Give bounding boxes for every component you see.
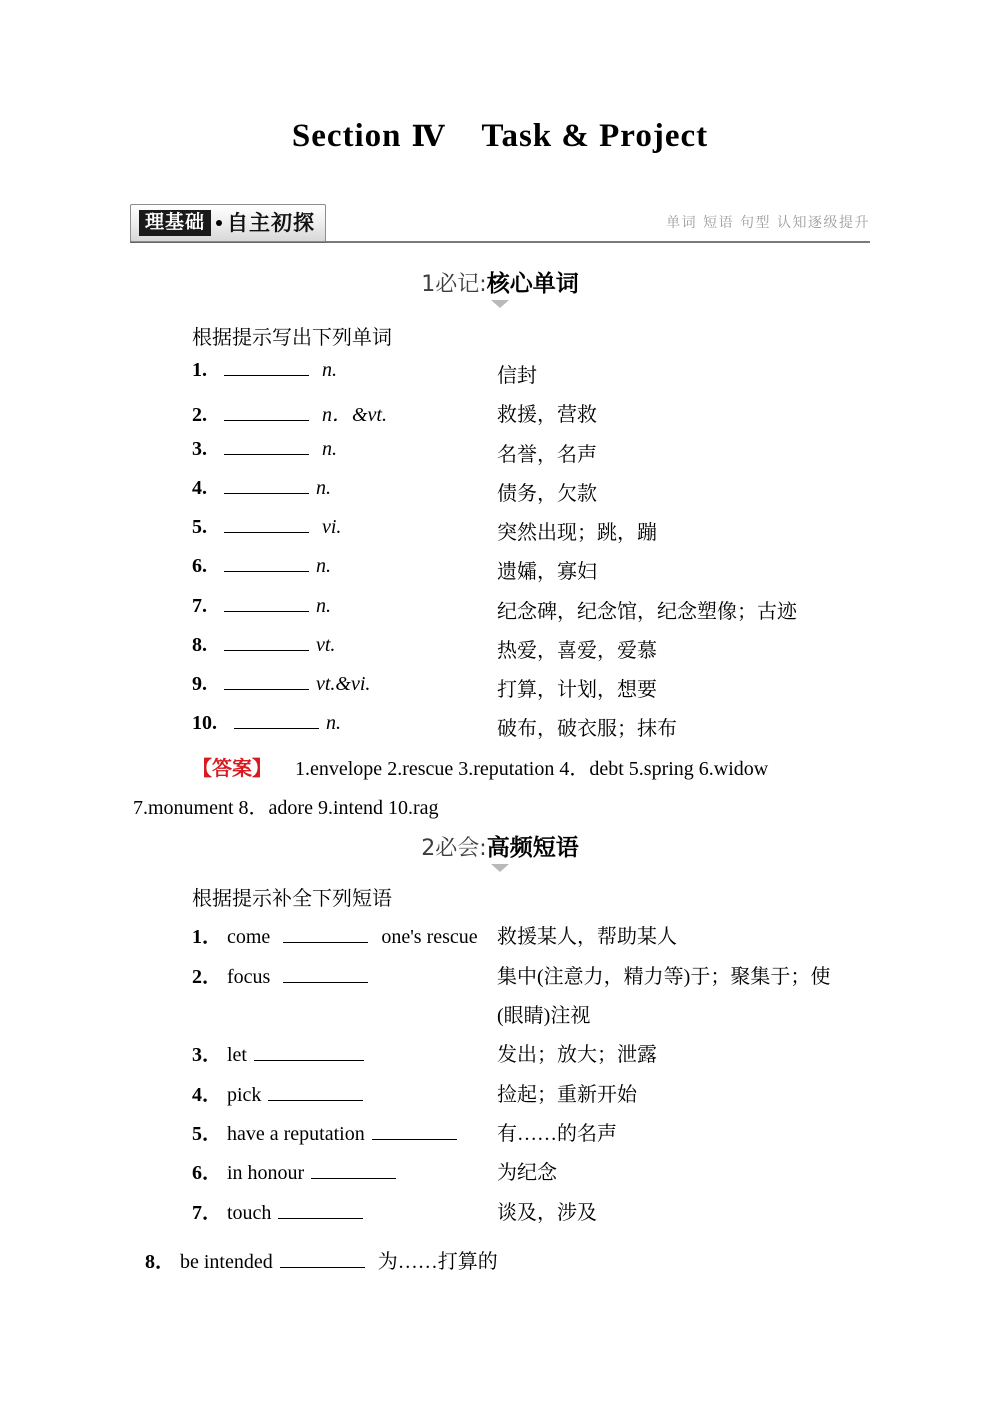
section-2-instruction: 根据提示补全下列短语 — [192, 888, 392, 910]
phrase-7-blank[interactable] — [278, 1203, 363, 1219]
word-2-pos: n．&vt. — [322, 404, 387, 426]
word-4-blank[interactable] — [224, 478, 309, 494]
phrase-row-2 — [192, 960, 376, 989]
phrase-7-pre: touch — [227, 1202, 272, 1224]
phrase-1-number: 1． — [192, 926, 222, 948]
phrase-8-number: 8． — [145, 1251, 175, 1273]
word-2-number: 2. — [192, 404, 207, 426]
word-7-blank[interactable] — [224, 596, 309, 612]
banner-tag: 理基础 — [139, 210, 211, 236]
word-2-blank[interactable] — [224, 405, 309, 421]
word-row-1 — [192, 359, 337, 382]
phrase-3-number: 3． — [192, 1044, 222, 1066]
phrase-6-pre: in honour — [227, 1162, 305, 1184]
phrase-3-pre: let — [227, 1044, 247, 1066]
word-6-blank[interactable] — [224, 556, 309, 572]
phrase-8-meaning: 为……打算的 — [377, 1251, 498, 1273]
phrase-row-3 — [192, 1038, 364, 1067]
word-1-pos: n. — [322, 359, 337, 381]
word-row-6 — [192, 555, 331, 578]
word-1-meaning: 信封 — [497, 365, 537, 387]
banner-subtitle: 自主初探 — [227, 210, 316, 235]
answer-key-line-2: 7.monument 8．adore 9.intend 10.rag — [133, 797, 439, 819]
word-row-7 — [192, 595, 331, 618]
word-4-meaning: 债务，欠款 — [497, 483, 597, 505]
word-6-meaning: 遗孀，寡妇 — [497, 561, 597, 583]
word-5-pos: vi. — [322, 516, 342, 538]
phrase-4-meaning: 捡起；重新开始 — [497, 1084, 637, 1106]
phrase-row-6 — [192, 1156, 396, 1185]
phrase-row-7 — [192, 1196, 363, 1225]
phrase-7-meaning: 谈及，涉及 — [497, 1202, 597, 1224]
page-title — [0, 118, 1000, 155]
phrase-5-number: 5． — [192, 1123, 222, 1145]
word-3-meaning: 名誉，名声 — [497, 444, 597, 466]
word-row-5 — [192, 516, 341, 539]
word-3-blank[interactable] — [224, 439, 309, 455]
phrase-6-meaning: 为纪念 — [497, 1162, 557, 1184]
word-9-meaning: 打算，计划，想要 — [497, 679, 657, 701]
subsection-1-index: 1必记: — [421, 272, 487, 297]
phrase-8-blank[interactable] — [280, 1252, 365, 1268]
triangle-down-icon — [491, 300, 509, 308]
page-title-lead: Section — [291, 118, 402, 154]
word-row-4 — [192, 477, 331, 500]
word-3-pos: n. — [322, 438, 337, 460]
phrase-row-4 — [192, 1078, 363, 1107]
banner-box — [130, 204, 326, 242]
word-9-blank[interactable] — [224, 674, 309, 690]
phrase-3-meaning: 发出；放大；泄露 — [497, 1044, 657, 1066]
word-row-2 — [192, 398, 387, 427]
answer-key-text-1: 1.envelope 2.rescue 3.reputation 4．debt 5.spring 6.widow — [295, 758, 769, 780]
banner-dot-icon — [216, 220, 222, 226]
word-4-pos: n. — [316, 477, 331, 499]
word-8-blank[interactable] — [224, 635, 309, 651]
word-row-3 — [192, 438, 337, 461]
word-5-blank[interactable] — [224, 517, 309, 533]
section-banner — [130, 204, 870, 244]
word-row-10 — [192, 712, 341, 735]
word-8-number: 8. — [192, 634, 207, 656]
phrase-2-blank[interactable] — [283, 967, 368, 983]
phrase-2-meaning: 集中(注意力，精力等)于；聚集于；使 — [497, 966, 831, 988]
word-10-pos: n. — [326, 712, 341, 734]
subsection-heading-1 — [0, 265, 1000, 308]
answer-key-label: 【答案】 — [192, 758, 272, 780]
subsection-1-label: 核心单词 — [486, 271, 579, 297]
phrase-4-number: 4． — [192, 1084, 222, 1106]
phrase-1-post: one's rescue — [381, 926, 478, 948]
phrase-row-8 — [145, 1245, 498, 1274]
page-title-rest: Task & Project — [481, 118, 709, 154]
phrase-row-5 — [192, 1117, 457, 1146]
word-5-meaning: 突然出现；跳，蹦 — [497, 522, 657, 544]
word-9-number: 9. — [192, 673, 207, 695]
answer-key-line-1 — [192, 752, 768, 781]
page-title-number: Ⅳ — [411, 121, 446, 153]
phrase-5-blank[interactable] — [372, 1124, 457, 1140]
word-6-pos: n. — [316, 555, 331, 577]
word-5-number: 5. — [192, 516, 207, 538]
phrase-7-number: 7． — [192, 1202, 222, 1224]
word-10-number: 10. — [192, 712, 217, 734]
triangle-down-icon-2 — [491, 864, 509, 872]
section-1-instruction: 根据提示写出下列单词 — [192, 327, 392, 349]
word-9-pos: vt.&vi. — [316, 673, 371, 695]
phrase-1-blank[interactable] — [283, 927, 368, 943]
word-10-meaning: 破布，破衣服；抹布 — [497, 718, 677, 740]
word-row-8 — [192, 634, 335, 657]
subsection-heading-2 — [0, 829, 1000, 872]
phrase-2-pre: focus — [227, 966, 271, 988]
subsection-2-index: 2必会: — [421, 836, 487, 861]
phrase-8-pre: be intended — [180, 1251, 273, 1273]
phrase-5-pre: have a reputation — [227, 1123, 365, 1145]
phrase-1-pre: come — [227, 926, 271, 948]
word-4-number: 4. — [192, 477, 207, 499]
phrase-6-blank[interactable] — [311, 1163, 396, 1179]
word-7-number: 7. — [192, 595, 207, 617]
phrase-row-1 — [192, 920, 478, 949]
phrase-4-blank[interactable] — [268, 1085, 363, 1101]
phrase-2-meaning-cont: (眼睛)注视 — [497, 1005, 591, 1027]
phrase-4-pre: pick — [227, 1084, 262, 1106]
phrase-3-blank[interactable] — [254, 1045, 364, 1061]
subsection-2-label: 高频短语 — [486, 835, 579, 861]
word-1-blank[interactable] — [224, 360, 309, 376]
banner-note: 单词 短语 句型 认知逐级提升 — [666, 215, 870, 231]
word-3-number: 3. — [192, 438, 207, 460]
phrase-5-meaning: 有……的名声 — [497, 1123, 617, 1145]
phrase-1-meaning: 救援某人，帮助某人 — [497, 926, 677, 948]
word-1-number: 1. — [192, 359, 207, 381]
word-8-pos: vt. — [316, 634, 336, 656]
phrase-2-number: 2． — [192, 966, 222, 988]
word-2-meaning: 救援，营救 — [497, 404, 597, 426]
word-7-meaning: 纪念碑，纪念馆，纪念塑像；古迹 — [497, 601, 797, 623]
phrase-6-number: 6． — [192, 1162, 222, 1184]
word-7-pos: n. — [316, 595, 331, 617]
word-10-blank[interactable] — [234, 713, 319, 729]
word-row-9 — [192, 673, 370, 696]
word-6-number: 6. — [192, 555, 207, 577]
word-8-meaning: 热爱，喜爱，爱慕 — [497, 640, 657, 662]
